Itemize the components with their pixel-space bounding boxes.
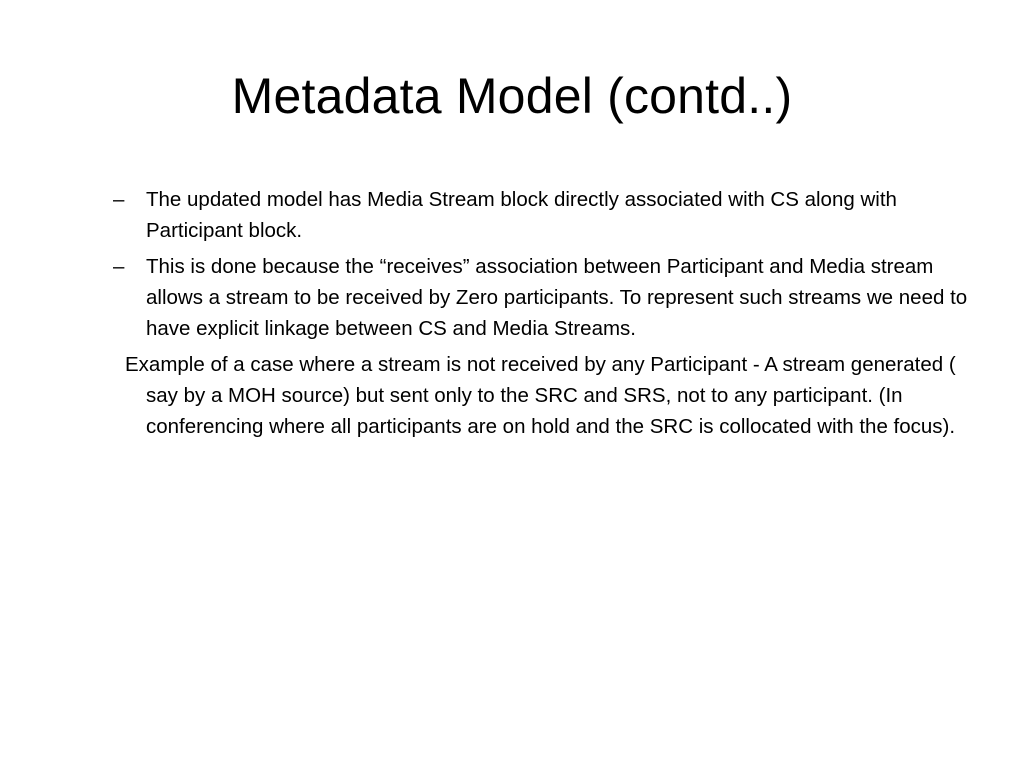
example-paragraph: Example of a case where a stream is not received by any Participant - A stream generated ( say by a MOH source) but sent only to the SRC and SRS, not to any participant. (In conferencing where all participants are on hold and the SRC is collocated with the focus). bbox=[125, 353, 956, 438]
dash-bullet-icon: – bbox=[113, 188, 125, 211]
dash-bullet-icon: – bbox=[113, 255, 125, 278]
slide-body bbox=[110, 184, 970, 442]
bullet-text: The updated model has Media Stream block directly associated with CS along with Participant block. bbox=[146, 188, 897, 242]
bullet-text: This is done because the “receives” association between Participant and Media stream allows a stream to be received by Zero participants. To represent such streams we need to have explicit linkage between CS and Media Streams. bbox=[146, 255, 968, 340]
bullet-item-2 bbox=[110, 251, 970, 344]
bullet-item-1 bbox=[110, 184, 970, 246]
slide-title: Metadata Model (contd..) bbox=[231, 68, 793, 124]
